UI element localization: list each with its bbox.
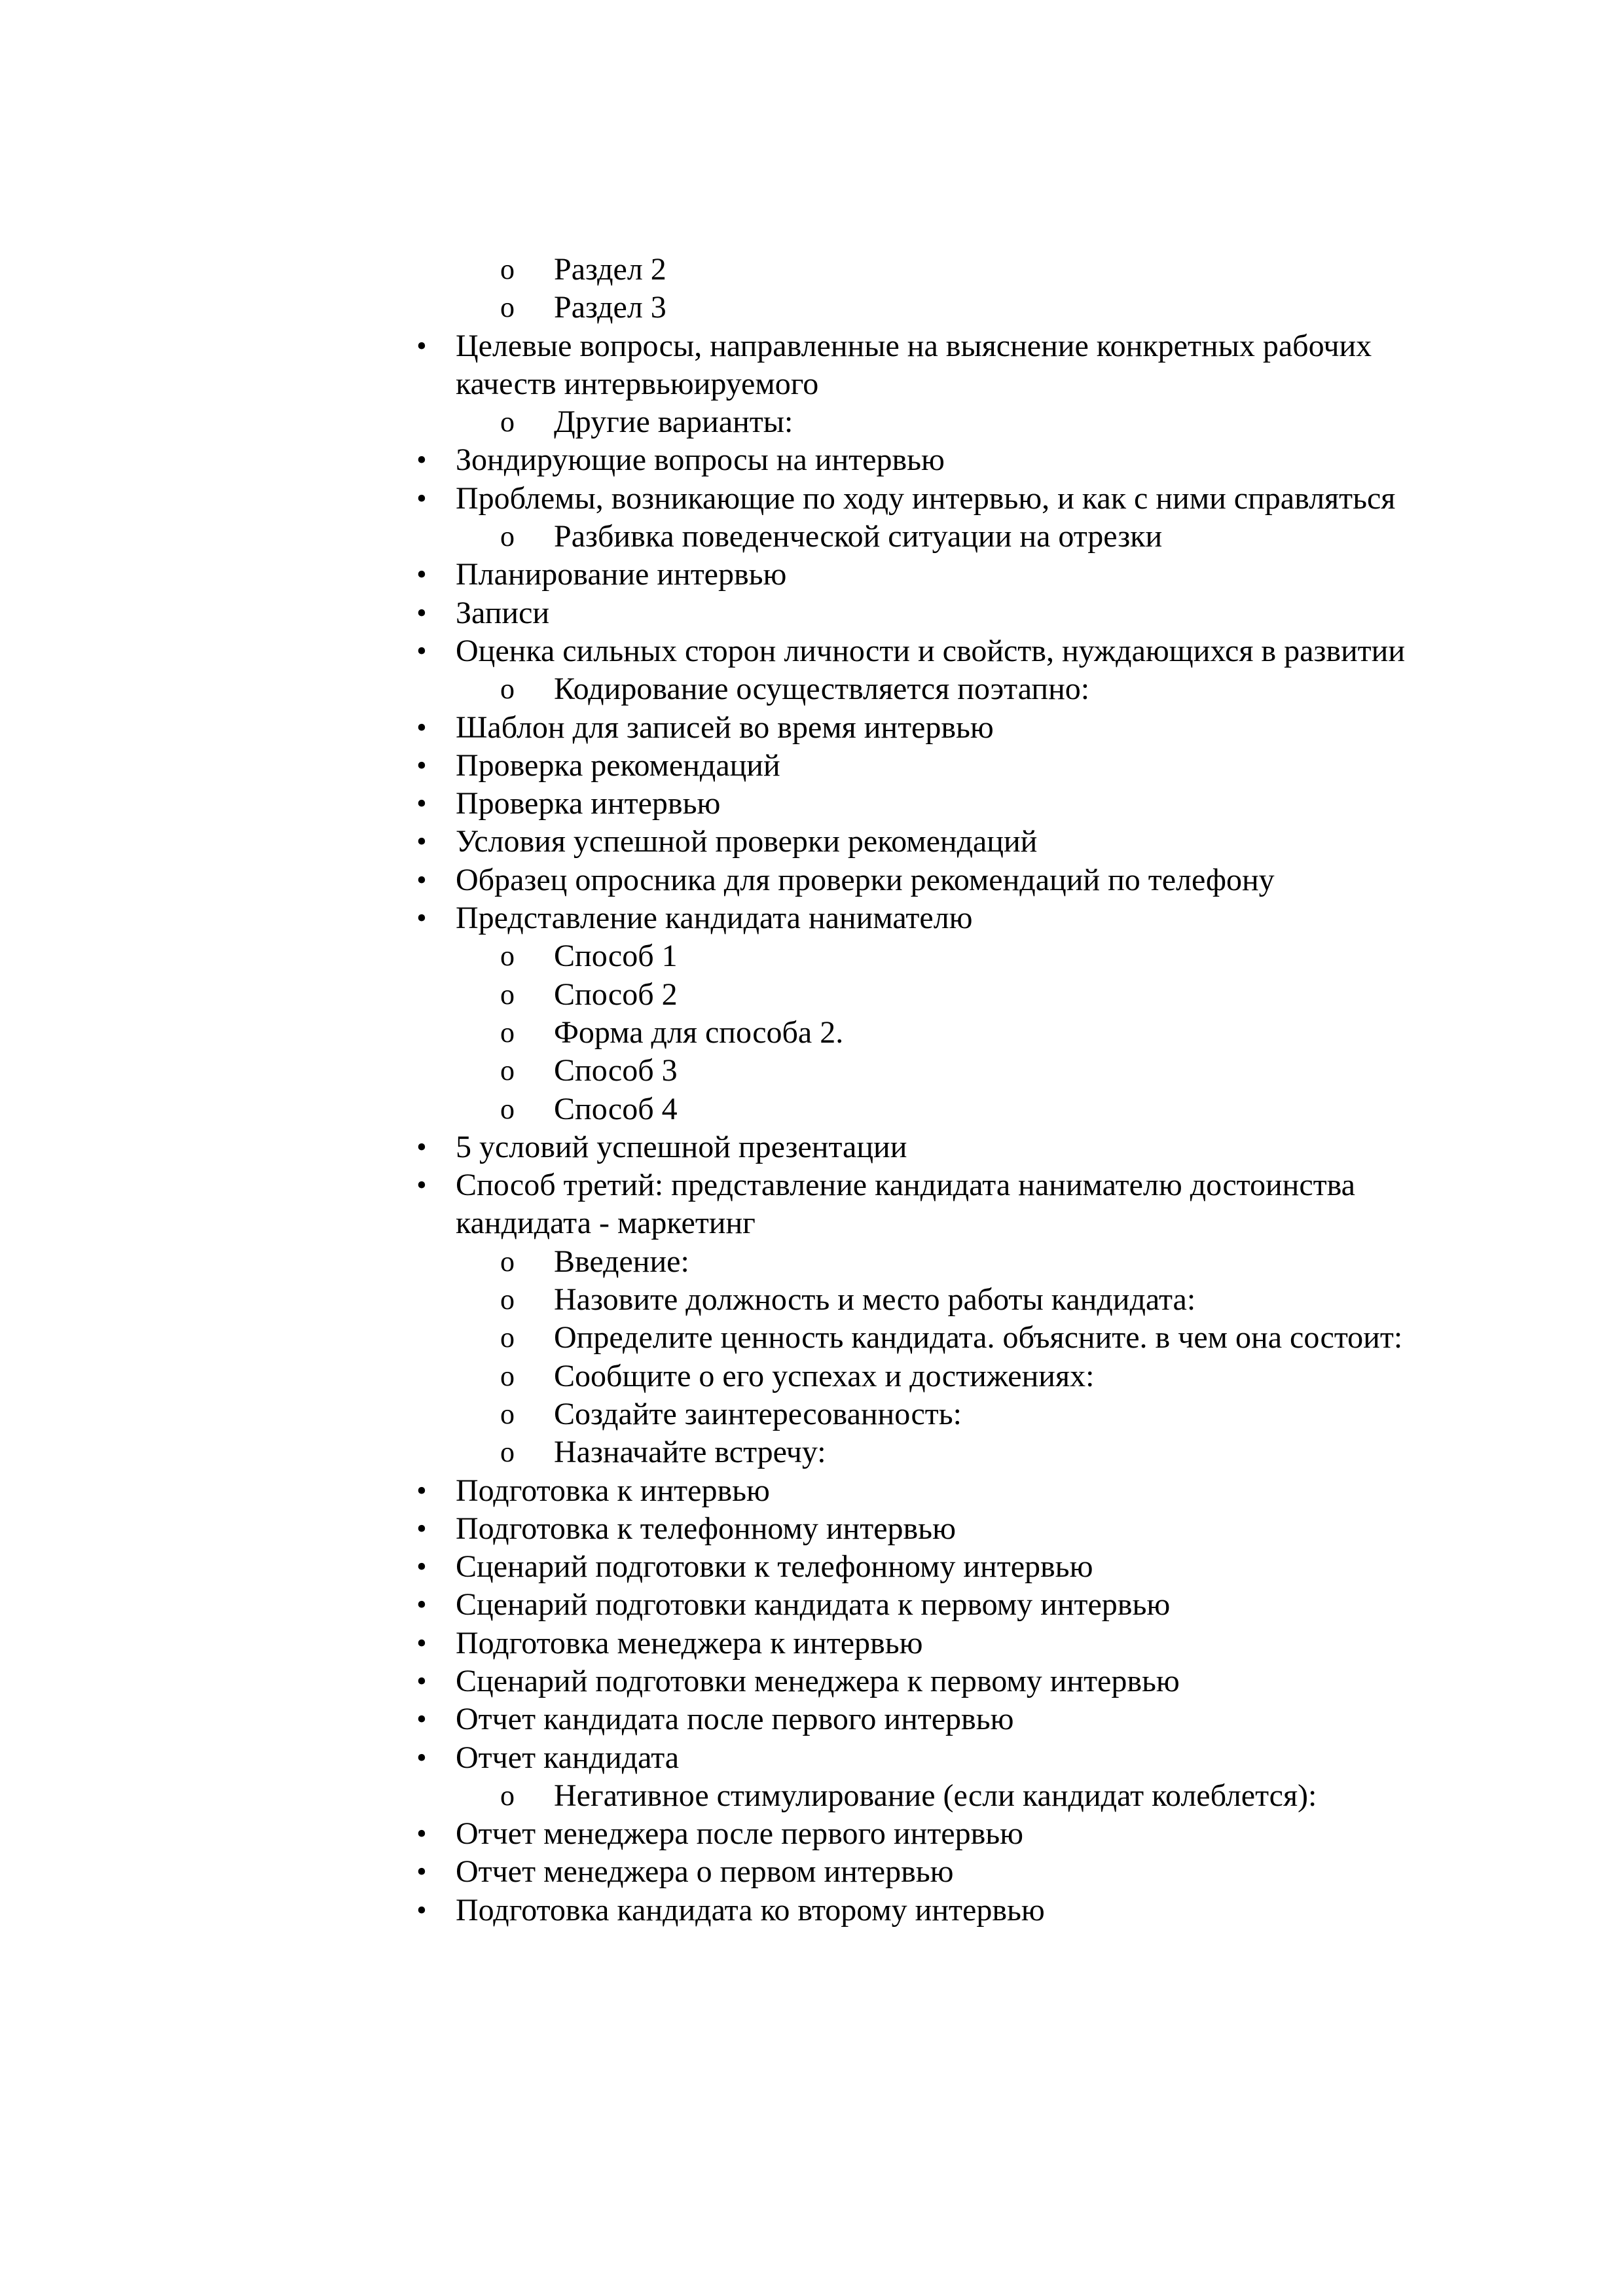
sub-list-item bbox=[406, 518, 1480, 556]
circle-bullet-icon: o bbox=[500, 1779, 515, 1812]
list-item bbox=[406, 441, 1480, 479]
list-item bbox=[406, 1700, 1480, 1738]
sub-list-item bbox=[406, 1357, 1480, 1395]
list-item-text: Записи bbox=[456, 595, 550, 630]
list-item-text: Представление кандидата нанимателю bbox=[456, 901, 973, 936]
circle-bullet-icon: o bbox=[500, 406, 515, 439]
circle-bullet-icon: o bbox=[500, 1092, 515, 1125]
list-item-text: Способ 4 bbox=[554, 1091, 678, 1126]
sub-list-item bbox=[406, 1777, 1480, 1815]
circle-bullet-icon: o bbox=[500, 1245, 515, 1278]
bullet-icon: • bbox=[416, 1551, 427, 1583]
list-item-text: Разбивка поведенческой ситуации на отрезки bbox=[554, 519, 1163, 554]
sub-list-item bbox=[406, 670, 1480, 708]
sub-list-item bbox=[406, 976, 1480, 1014]
list-item-text: Сценарий подготовки кандидата к первому интервью bbox=[456, 1587, 1171, 1623]
circle-bullet-icon: o bbox=[500, 673, 515, 706]
list-item-text: Отчет кандидата после первого интервью bbox=[456, 1702, 1014, 1737]
bullet-icon: • bbox=[416, 863, 427, 896]
sub-list-item bbox=[406, 1395, 1480, 1433]
list-item bbox=[406, 1815, 1480, 1853]
list-item-text: Шаблон для записей во время интервью bbox=[456, 709, 994, 745]
list-item-text: Назначайте встречу: bbox=[554, 1435, 826, 1470]
list-item-text: Планирование интервью bbox=[456, 557, 787, 592]
bullet-icon: • bbox=[416, 1588, 427, 1621]
list-item bbox=[406, 1892, 1480, 1929]
list-item bbox=[406, 1739, 1480, 1777]
bullet-icon: • bbox=[416, 482, 427, 514]
list-item bbox=[406, 785, 1480, 823]
list-item bbox=[406, 747, 1480, 785]
list-item-text: Способ 2 bbox=[554, 977, 678, 1012]
list-item bbox=[406, 1548, 1480, 1586]
sub-list-item bbox=[406, 1281, 1480, 1319]
list-item-text: Целевые вопросы, направленные на выяснение конкретных рабочих качеств интервьюируемого bbox=[456, 328, 1372, 401]
list-item-text: Способ 1 bbox=[554, 939, 678, 974]
sub-list-item bbox=[406, 1319, 1480, 1357]
circle-bullet-icon: o bbox=[500, 978, 515, 1011]
list-item-text: Форма для способа 2. bbox=[554, 1014, 844, 1050]
list-item bbox=[406, 1662, 1480, 1700]
bullet-icon: • bbox=[416, 749, 427, 781]
list-item-text: Введение: bbox=[554, 1244, 689, 1279]
sub-list-item bbox=[406, 289, 1480, 327]
bullet-icon: • bbox=[416, 1512, 427, 1545]
bullet-icon: • bbox=[416, 444, 427, 476]
list-item-text: Способ третий: представление кандидата нанимателю достоинства кандидата - маркетинг bbox=[456, 1168, 1355, 1241]
bullet-icon: • bbox=[416, 711, 427, 744]
bullet-icon: • bbox=[416, 787, 427, 820]
sub-list-item bbox=[406, 251, 1480, 289]
list-item-text: Подготовка к телефонному интервью bbox=[456, 1511, 956, 1546]
bullet-icon: • bbox=[416, 1741, 427, 1774]
bullet-icon: • bbox=[416, 1169, 427, 1202]
list-item-text: Способ 3 bbox=[554, 1053, 678, 1088]
circle-bullet-icon: o bbox=[500, 291, 515, 324]
circle-bullet-icon: o bbox=[500, 1054, 515, 1087]
bullet-icon: • bbox=[416, 1856, 427, 1888]
list-item-text: Подготовка кандидата ко второму интервью bbox=[456, 1892, 1045, 1928]
list-item-text: Назовите должность и место работы кандидата: bbox=[554, 1282, 1196, 1318]
sub-list-item bbox=[406, 1243, 1480, 1281]
circle-bullet-icon: o bbox=[500, 1283, 515, 1316]
list-item-text: Другие варианты: bbox=[554, 404, 793, 440]
list-item bbox=[406, 1853, 1480, 1891]
sub-list-item bbox=[406, 1090, 1480, 1128]
list-item-text: Условия успешной проверки рекомендаций bbox=[456, 824, 1038, 859]
list-item bbox=[406, 1472, 1480, 1510]
list-item-text: Создайте заинтересованность: bbox=[554, 1396, 962, 1431]
list-item bbox=[406, 1586, 1480, 1624]
list-item-text: Зондирующие вопросы на интервью bbox=[456, 442, 945, 478]
list-item-text: Сообщите о его успехах и достижениях: bbox=[554, 1358, 1095, 1393]
list-item-text: Определите ценность кандидата. объясните. в чем она состоит: bbox=[554, 1320, 1403, 1355]
list-item-text: Образец опросника для проверки рекомендаций по телефону bbox=[456, 862, 1275, 897]
bullet-icon: • bbox=[416, 1130, 427, 1163]
list-item-text: Раздел 2 bbox=[554, 252, 666, 287]
bullet-icon: • bbox=[416, 902, 427, 935]
list-item-text: Подготовка к интервью bbox=[456, 1473, 770, 1508]
list-item-text: Отчет менеджера после первого интервью bbox=[456, 1816, 1023, 1852]
circle-bullet-icon: o bbox=[500, 253, 515, 285]
list-item-text: Проверка интервью bbox=[456, 786, 721, 821]
bullet-icon: • bbox=[416, 1626, 427, 1659]
sub-list-item bbox=[406, 937, 1480, 975]
circle-bullet-icon: o bbox=[500, 1359, 515, 1392]
circle-bullet-icon: o bbox=[500, 1016, 515, 1049]
list-item bbox=[406, 632, 1480, 670]
sub-list-item bbox=[406, 1014, 1480, 1052]
circle-bullet-icon: o bbox=[500, 940, 515, 973]
circle-bullet-icon: o bbox=[500, 1436, 515, 1469]
bullet-icon: • bbox=[416, 558, 427, 591]
bullet-icon: • bbox=[416, 329, 427, 362]
list-item bbox=[406, 899, 1480, 937]
list-item-text: Отчет кандидата bbox=[456, 1740, 680, 1775]
sub-list-item bbox=[406, 1052, 1480, 1090]
list-item-text: Подготовка менеджера к интервью bbox=[456, 1625, 923, 1660]
bullet-icon: • bbox=[416, 596, 427, 629]
list-item bbox=[406, 594, 1480, 632]
circle-bullet-icon: o bbox=[500, 520, 515, 553]
bullet-icon: • bbox=[416, 1703, 427, 1736]
bullet-icon: • bbox=[416, 1474, 427, 1507]
list-item-text: Негативное стимулирование (если кандидат колеблется): bbox=[554, 1778, 1317, 1813]
sub-list-item bbox=[406, 1433, 1480, 1471]
list-item-text: Проверка рекомендаций bbox=[456, 747, 780, 783]
list-item bbox=[406, 1128, 1480, 1166]
circle-bullet-icon: o bbox=[500, 1321, 515, 1354]
list-item bbox=[406, 709, 1480, 747]
list-item-text: Кодирование осуществляется поэтапно: bbox=[554, 672, 1090, 707]
bullet-icon: • bbox=[416, 1893, 427, 1926]
circle-bullet-icon: o bbox=[500, 1397, 515, 1430]
list-item-text: Сценарий подготовки менеджера к первому интервью bbox=[456, 1663, 1180, 1698]
list-item bbox=[406, 1624, 1480, 1662]
list-item-text: Раздел 3 bbox=[554, 290, 666, 325]
bullet-icon: • bbox=[416, 1664, 427, 1697]
bullet-icon: • bbox=[416, 1818, 427, 1850]
list-item-text: Отчет менеджера о первом интервью bbox=[456, 1854, 954, 1890]
list-item bbox=[406, 1166, 1480, 1243]
bullet-icon: • bbox=[416, 634, 427, 667]
list-item bbox=[406, 556, 1480, 594]
list-item-text: 5 условий успешной презентации bbox=[456, 1129, 907, 1164]
list-item-text: Проблемы, возникающие по ходу интервью, и как с ними справляться bbox=[456, 480, 1396, 516]
list-item-text: Оценка сильных сторон личности и свойств, нуждающихся в развитии bbox=[456, 633, 1406, 668]
list-item bbox=[406, 861, 1480, 899]
list-item bbox=[406, 480, 1480, 518]
list-item bbox=[406, 1510, 1480, 1548]
outline-list bbox=[406, 251, 1480, 1929]
list-item-text: Сценарий подготовки к телефонному интервью bbox=[456, 1549, 1093, 1585]
list-item bbox=[406, 823, 1480, 861]
list-item bbox=[406, 327, 1480, 404]
sub-list-item bbox=[406, 403, 1480, 441]
bullet-icon: • bbox=[416, 825, 427, 858]
